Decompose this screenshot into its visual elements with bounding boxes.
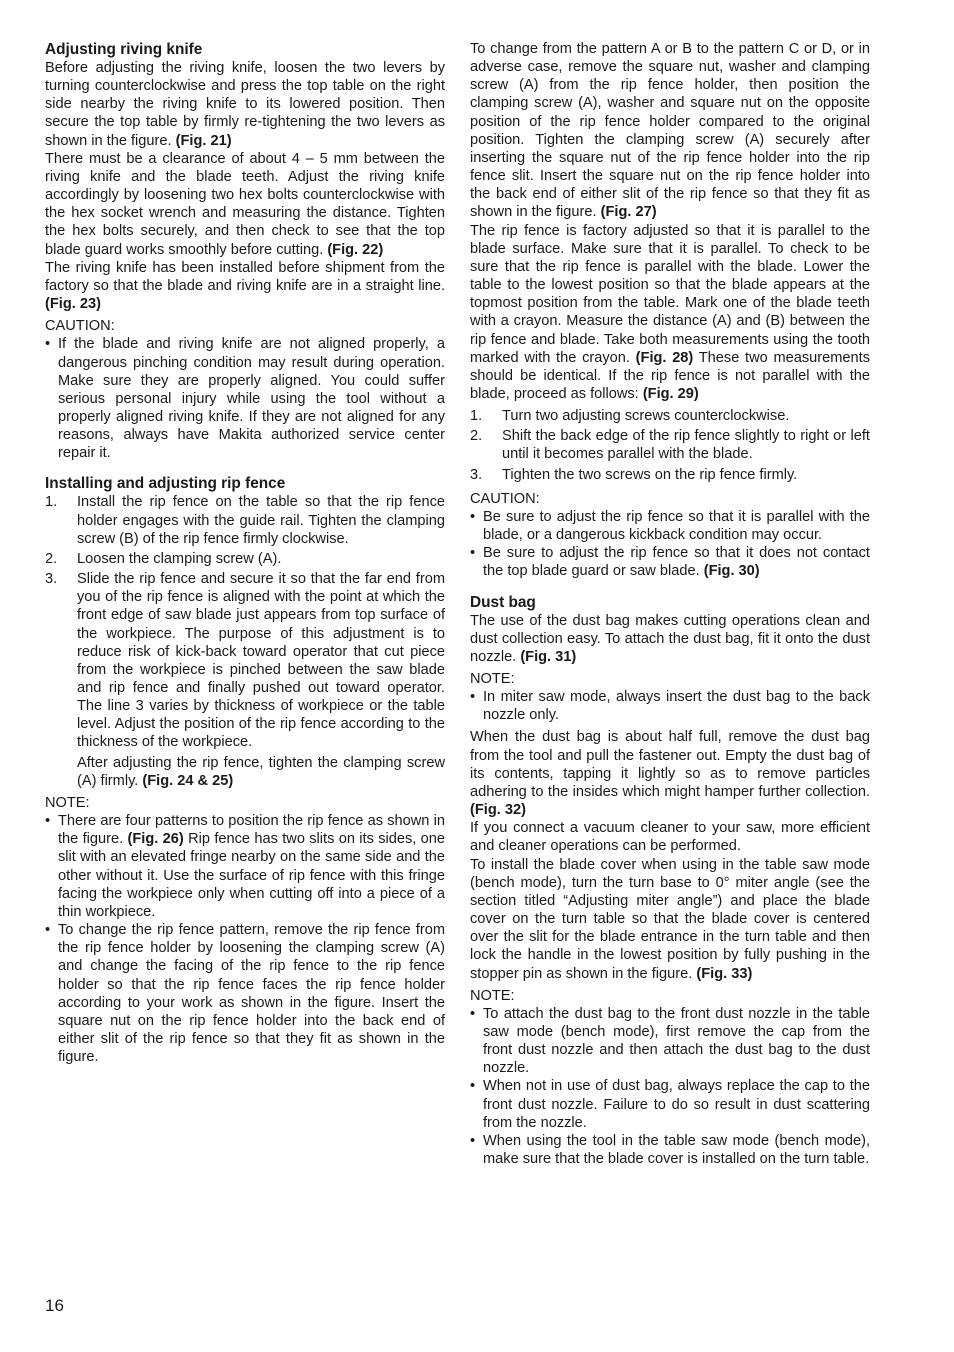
note-list (470, 688, 870, 724)
section-heading-dust-bag: Dust bag (470, 593, 536, 611)
list-item: • When not in use of dust bag, always replace the cap to the front dust nozzle. Failure to do so result in dust scattering from the nozzle. (470, 1077, 870, 1131)
list-item: • In miter saw mode, always insert the dust bag to the back nozzle only. (470, 688, 870, 724)
figure-reference: (Fig. 27) (600, 204, 657, 221)
note-list (45, 812, 445, 1066)
list-item: • There are four patterns to position the rip fence as shown in the figure. (Fig. 26) Rip fence has two slits on its sides, one slit with an elevated fringe nearby on the same side and the other without it. Use the surface of rip fence with this fringe facing the workpiece only when cutting off into a piece of a thin workpiece. (45, 812, 445, 921)
figure-reference: (Fig. 29) (642, 385, 699, 402)
figure-reference: (Fig. 21) (175, 132, 232, 149)
note-label: NOTE: (470, 671, 515, 687)
note-list (470, 1005, 870, 1168)
figure-reference: (Fig. 32) (470, 802, 526, 819)
list-item: 1. Turn two adjusting screws counterclockwise. (470, 408, 790, 425)
paragraph: There must be a clearance of about 4 – 5 mm between the riving knife and the blade teeth. Adjust the riving knife accordingly by loosening two hex bolts counterclockwise with the hex socket wrench and measuring the distance. Tighten the hex bolts securely, and then check to see that the top blade guard works smoothly before cutting. (Fig. 22) (45, 150, 445, 258)
list-item: 3. Tighten the two screws on the rip fence firmly. (470, 466, 798, 483)
list-item: 1. Install the rip fence on the table so that the rip fence holder engages with the guide rail. Tighten the clamping screw (B) of the rip fence firmly clockwise. (45, 494, 445, 547)
paragraph: Before adjusting the riving knife, loosen the two levers by turning counterclockwise and press the top table on the right side nearby the riving knife to its lowered position. Then secure the top table by firmly re-tightening the two levers as shown in the figure. (Fig. 21) (45, 60, 445, 149)
caution-list (45, 335, 445, 462)
list-item: • If the blade and riving knife are not aligned properly, a dangerous pinching condition may result during operation. Make sure they are properly aligned. You could suffer serious personal injury while using the tool without a properly aligned riving knife. If they are not aligned for any reasons, always have Makita authorized service center repair it. (45, 335, 445, 462)
right-column (470, 40, 870, 1168)
figure-reference: (Fig. 23) (45, 296, 101, 313)
list-item: • To attach the dust bag to the front dust nozzle in the table saw mode (bench mode), first remove the cap from the front dust nozzle and then attach the dust bag to the dust nozzle. (470, 1005, 870, 1078)
section-heading-riving-knife: Adjusting riving knife (45, 41, 203, 58)
figure-reference: (Fig. 26) (127, 831, 184, 848)
figure-reference: (Fig. 33) (696, 965, 753, 982)
figure-reference: (Fig. 24 & 25) (142, 772, 234, 789)
paragraph: The use of the dust bag makes cutting operations clean and dust collection easy. To attach the dust bag, fit it onto the dust nozzle. (Fig. 31) (470, 612, 870, 665)
step-continuation: After adjusting the rip fence, tighten the clamping screw (A) firmly. (Fig. 24 & 25) (77, 754, 445, 789)
list-item: • To change the rip fence pattern, remove the rip fence from the rip fence holder by loosening the clamping screw (A) and change the facing of the rip fence to the rip fence holder so that the rip fence faces the rip fence holder according to your work as shown in the figure. Insert the square nut on the rip fence holder into the back end of either slit of the rip fence so that they fit as shown in the figure. (45, 921, 445, 1066)
figure-reference: (Fig. 31) (520, 648, 577, 665)
caution-list (470, 508, 870, 581)
figure-reference: (Fig. 30) (703, 563, 760, 580)
paragraph: To change from the pattern A or B to the pattern C or D, or in adverse case, remove the square nut, washer and clamping screw (A) from the rip fence holder, then position the clamping screw (A), washer and square nut on the opposite position of the rip fence holder compared to the original position. Tighten the clamping screw (A) securely after inserting the square nut of the rip fence holder into the rip fence slit. Insert the square nut on the rip fence holder into the back end of either slit of the rip fence so that they fit as shown in the figure. (Fig. 27) (470, 41, 870, 221)
note-label: NOTE: (45, 794, 90, 811)
paragraph: The riving knife has been installed before shipment from the factory so that the blade and riving knife are in a straight line. (Fig. 23) (45, 259, 445, 313)
note-label: NOTE: (470, 987, 515, 1004)
page-number: 16 (45, 1296, 64, 1315)
paragraph: If you connect a vacuum cleaner to your saw, more efficient and cleaner operations can be performed. (470, 820, 870, 855)
list-item: 2. Loosen the clamping screw (A). (45, 550, 282, 567)
list-item: • When using the tool in the table saw mode (bench mode), make sure that the blade cover is installed on the turn table. (470, 1132, 870, 1168)
left-column (45, 40, 445, 1066)
figure-reference: (Fig. 28) (635, 349, 694, 366)
paragraph: The rip fence is factory adjusted so that it is parallel to the blade surface. Make sure that it is parallel. To check to be sure that the rip fence is parallel with the blade. Lower the table to the lowest position so that the blade appears at the topmost position from the table. Mark one of the blade teeth with a crayon. Measure the distance (A) and (B) between the rip fence and blade. Take both measurements using the tooth marked with the crayon. (Fig. 28) These two measurements should be identical. If the rip fence is not parallel with the blade, proceed as follows: (Fig. 29) (470, 222, 871, 402)
steps-list (45, 493, 445, 751)
caution-label: CAUTION: (45, 318, 115, 335)
list-item: • Be sure to adjust the rip fence so that it does not contact the top blade guard or saw blade. (Fig. 30) (470, 544, 870, 580)
list-item: • Be sure to adjust the rip fence so that it is parallel with the blade, or a dangerous kickback condition may occur. (470, 508, 870, 544)
section-heading-rip-fence: Installing and adjusting rip fence (45, 475, 286, 493)
list-item: 3. Slide the rip fence and secure it so that the far end from you of the rip fence is aligned with the point at which the front edge of saw blade just appears from top surface of the workpiece. The purpose of this adjustment is to reduce risk of kick-back toward operator that cut piece from the workpiece is pinched between the saw blade and rip fence and finally pushed out toward operator. The line 3 varies by thickness of workpiece or the table level. Adjust the position of the rip fence according to the thickness of the workpiece. (45, 571, 445, 751)
caution-label: CAUTION: (470, 490, 540, 507)
figure-reference: (Fig. 22) (327, 241, 384, 258)
paragraph: To install the blade cover when using in the table saw mode (bench mode), turn the turn base to 0° miter angle (see the section titled “Adjusting miter angle”) and place the blade cover on the turn table so that the blade cover is centered over the slit for the blade entrance in the turn table and then lock the handle in the lowest position by fully pushing in the stopper pin as shown in the figure. (Fig. 33) (470, 856, 870, 982)
paragraph: When the dust bag is about half full, remove the dust bag from the tool and pull the fastener out. Empty the dust bag of its contents, tapping it lightly so as to remove particles adhering to the insides which might hamper further collection. (Fig. 32) (470, 729, 870, 819)
list-item: 2. Shift the back edge of the rip fence slightly to right or left until it becomes parallel with the blade. (470, 428, 870, 463)
steps-list (470, 407, 870, 484)
